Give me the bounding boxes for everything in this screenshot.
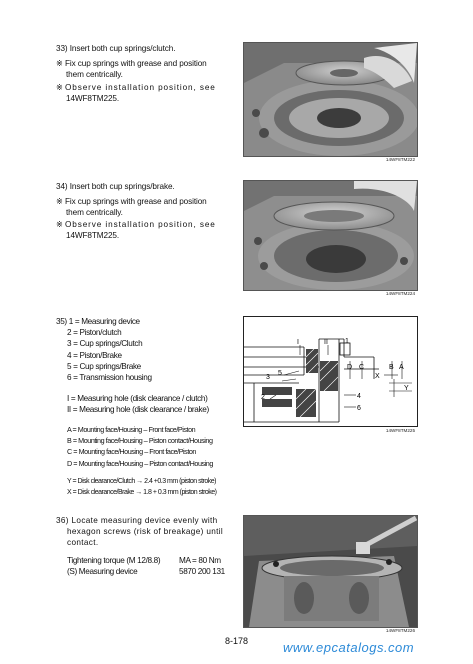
step34-bullet-1: ※ Fix cup springs with grease and position them centrically. (56, 197, 207, 218)
reference-mark-icon: ※ (56, 197, 63, 206)
photo-measuring-device (243, 515, 418, 628)
figure-caption: 14WF8TM222 (385, 157, 415, 162)
figure-caption: 14WF8TM224 (385, 291, 415, 296)
label-Y: Y (404, 385, 409, 392)
device-value: 5870 200 131 (179, 567, 225, 577)
page-number: 8-178 (224, 636, 249, 646)
reference-mark-icon: ※ (56, 59, 63, 68)
step34-bullet-2: ※Observe installation position, see 14WF8TM225. (56, 220, 216, 241)
component-1: 35) 1 = Measuring device (56, 317, 140, 326)
torque-label: Tightening torque (M 12/8.8) (67, 556, 161, 565)
component-3: 3 = Cup springs/Clutch (67, 339, 143, 349)
step36-instruction: 36) Locate measuring device evenly with hexagon screws (risk of breakage) until contact. (56, 516, 224, 548)
label-X: X (375, 373, 380, 380)
step33-bullet-1: ※ Fix cup springs with grease and position them centrically. (56, 59, 207, 80)
step33-heading: 33) Insert both cup springs/clutch. (56, 44, 176, 53)
reference-mark-icon: ※ (56, 220, 64, 229)
torque-value: MA = 80 Nm (179, 556, 221, 565)
label-4: 4 (357, 393, 361, 400)
reference-mark-icon: ※ (56, 83, 64, 92)
step34-heading: 34) Insert both cup springs/brake. (56, 182, 175, 191)
step35-clearances: Y = Disk clearance/Clutch → 2.4 +0.3 mm (piston stroke) X = Disk clearance/Brake → 1.8 + 0.3 mm (piston stroke) (67, 478, 217, 497)
component-6: 6 = Transmission housing (67, 373, 152, 383)
photo-cup-springs-brake (243, 180, 418, 291)
label-3: 3 (266, 374, 270, 381)
component-4: 4 = Piston/Brake (67, 350, 122, 360)
step33-bullet-2: ※Observe installation position, see 14WF8TM225. (56, 83, 216, 104)
component-2: 2 = Piston/clutch (67, 328, 122, 338)
component-5: 5 = Cup springs/Brake (67, 361, 141, 371)
figure-caption: 14WF8TM226 (385, 628, 415, 633)
label-C: C (359, 364, 365, 371)
watermark-link[interactable]: www.epcatalogs.com (283, 640, 415, 655)
photo-cup-springs-clutch (243, 42, 418, 157)
sectional-diagram (243, 316, 418, 427)
label-1: 1 (345, 338, 349, 345)
label-II: II (324, 339, 328, 346)
step35-measuring-holes: I = Measuring hole (disk clearance / clutch) II = Measuring hole (disk clearance / brake) (67, 394, 209, 415)
figure-caption: 14WF8TM225 (385, 428, 415, 433)
step35-faces: A = Mounting face/Housing – Front face/Piston B = Mounting face/Housing – Piston contact/Housing C = Mounting face/Housing – Front face/Piston D = Mounting face/Housing – Piston contact/Housing (67, 425, 213, 468)
label-6: 6 (357, 405, 361, 412)
label-2: 2 (261, 394, 265, 401)
label-A: A (399, 364, 404, 371)
step36-specs (67, 555, 227, 577)
label-D: D (347, 364, 353, 371)
step35-component-list (56, 316, 152, 383)
label-5: 5 (278, 370, 282, 377)
device-label: (S) Measuring device (67, 567, 138, 577)
label-B: B (389, 364, 394, 371)
label-I: I (297, 339, 299, 346)
